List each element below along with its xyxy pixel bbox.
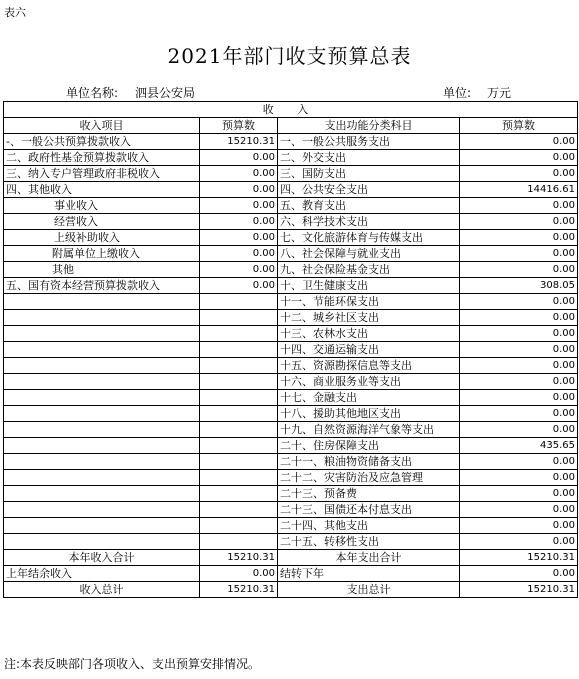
total-expense-label: 本年支出合计 — [278, 550, 460, 566]
income-item-cell: 其他 — [4, 262, 200, 278]
table-row — [4, 310, 578, 326]
table-row — [4, 470, 578, 486]
income-amount-cell — [200, 438, 278, 454]
org-label: 单位名称: — [66, 86, 119, 100]
income-item-cell: 五、国有资本经营预算拨款收入 — [4, 278, 200, 294]
income-item-cell — [4, 502, 200, 518]
income-amount-cell: 0.00 — [200, 230, 278, 246]
total-row — [4, 566, 578, 582]
table-row — [4, 518, 578, 534]
expense-amount-cell: 0.00 — [460, 470, 578, 486]
income-amount-cell — [200, 342, 278, 358]
table-row — [4, 502, 578, 518]
table-row — [4, 150, 578, 166]
total-income-label: 上年结余收入 — [4, 566, 200, 582]
expense-amount-cell: 0.00 — [460, 358, 578, 374]
table-row — [4, 278, 578, 294]
total-expense-amount: 0.00 — [460, 566, 578, 582]
table-row — [4, 342, 578, 358]
expense-amount-cell: 0.00 — [460, 390, 578, 406]
total-income-label: 收入总计 — [4, 582, 200, 598]
income-item-cell — [4, 422, 200, 438]
table-row — [4, 134, 578, 150]
income-item-cell — [4, 326, 200, 342]
expense-item-cell: 六、科学技术支出 — [278, 214, 460, 230]
expense-amount-cell: 0.00 — [460, 422, 578, 438]
table-row — [4, 262, 578, 278]
income-item-cell — [4, 470, 200, 486]
col-header-expense-amount: 预算数 — [460, 118, 578, 134]
expense-amount-cell: 0.00 — [460, 166, 578, 182]
total-expense-label: 支出总计 — [278, 582, 460, 598]
income-amount-cell: 0.00 — [200, 182, 278, 198]
total-expense-amount: 15210.31 — [460, 582, 578, 598]
total-expense-label: 结转下年 — [278, 566, 460, 582]
table-row — [4, 326, 578, 342]
income-item-cell — [4, 438, 200, 454]
income-item-cell — [4, 406, 200, 422]
expense-item-cell: 十五、资源勘探信息等支出 — [278, 358, 460, 374]
income-amount-cell — [200, 326, 278, 342]
income-amount-cell: 0.00 — [200, 214, 278, 230]
expense-item-cell: 九、社会保险基金支出 — [278, 262, 460, 278]
total-expense-amount: 15210.31 — [460, 550, 578, 566]
total-income-amount: 15210.31 — [200, 550, 278, 566]
expense-item-cell: 十二、城乡社区支出 — [278, 310, 460, 326]
expense-item-cell: 一、一般公共服务支出 — [278, 134, 460, 150]
expense-item-cell: 二十二、灾害防治及应急管理 — [278, 470, 460, 486]
expense-amount-cell: 0.00 — [460, 134, 578, 150]
table-row — [4, 534, 578, 550]
table-row — [4, 358, 578, 374]
page-title: 2021年部门收支预算总表 — [167, 44, 412, 68]
table-row — [4, 406, 578, 422]
income-amount-cell — [200, 502, 278, 518]
table-row — [4, 454, 578, 470]
expense-item-cell: 七、文化旅游体育与传媒支出 — [278, 230, 460, 246]
expense-item-cell: 二十三、国债还本付息支出 — [278, 502, 460, 518]
expense-item-cell: 十一、节能环保支出 — [278, 294, 460, 310]
total-income-amount: 15210.31 — [200, 582, 278, 598]
total-income-label: 本年收入合计 — [4, 550, 200, 566]
expense-amount-cell: 435.65 — [460, 438, 578, 454]
income-item-cell: 三、纳入专户管理政府非税收入 — [4, 166, 200, 182]
expense-amount-cell: 0.00 — [460, 406, 578, 422]
footnote: 注:本表反映部门各项收入、支出预算安排情况。 — [4, 657, 261, 671]
table-row — [4, 230, 578, 246]
expense-item-cell: 十六、商业服务业等支出 — [278, 374, 460, 390]
income-item-cell: 事业收入 — [4, 198, 200, 214]
total-row — [4, 550, 578, 566]
income-item-cell — [4, 374, 200, 390]
expense-amount-cell: 0.00 — [460, 230, 578, 246]
income-amount-cell — [200, 358, 278, 374]
total-income-amount: 0.00 — [200, 566, 278, 582]
expense-item-cell: 十三、农林水支出 — [278, 326, 460, 342]
table-row — [4, 294, 578, 310]
expense-item-cell: 十、卫生健康支出 — [278, 278, 460, 294]
income-amount-cell — [200, 422, 278, 438]
sheet-label: 表六 — [4, 6, 26, 19]
income-item-cell — [4, 310, 200, 326]
income-amount-cell — [200, 406, 278, 422]
expense-item-cell: 五、教育支出 — [278, 198, 460, 214]
expense-amount-cell: 308.05 — [460, 278, 578, 294]
org-value: 泗县公安局 — [135, 86, 196, 100]
unit-label: 单位: — [443, 86, 472, 100]
col-header-income-amount: 预算数 — [200, 118, 278, 134]
section-header-row — [4, 102, 578, 118]
expense-item-cell: 二十三、预备费 — [278, 486, 460, 502]
income-amount-cell: 15210.31 — [200, 134, 278, 150]
table-row — [4, 438, 578, 454]
table-row — [4, 246, 578, 262]
expense-amount-cell: 0.00 — [460, 150, 578, 166]
income-item-cell: 二、政府性基金预算拨款收入 — [4, 150, 200, 166]
expense-item-cell: 二十四、其他支出 — [278, 518, 460, 534]
col-header-income-item: 收入项目 — [4, 118, 200, 134]
income-amount-cell — [200, 534, 278, 550]
table-row — [4, 486, 578, 502]
income-amount-cell: 0.00 — [200, 198, 278, 214]
table-row — [4, 166, 578, 182]
income-item-cell: 四、其他收入 — [4, 182, 200, 198]
table-row — [4, 422, 578, 438]
table-row — [4, 390, 578, 406]
income-amount-cell: 0.00 — [200, 278, 278, 294]
income-item-cell — [4, 534, 200, 550]
expense-amount-cell: 0.00 — [460, 198, 578, 214]
unit-value: 万元 — [487, 86, 512, 100]
income-amount-cell — [200, 294, 278, 310]
col-header-expense-item: 支出功能分类科目 — [278, 118, 460, 134]
income-item-cell — [4, 486, 200, 502]
income-item-cell — [4, 342, 200, 358]
expense-amount-cell: 14416.61 — [460, 182, 578, 198]
expense-amount-cell: 0.00 — [460, 310, 578, 326]
expense-amount-cell: 0.00 — [460, 246, 578, 262]
table-row — [4, 182, 578, 198]
expense-amount-cell: 0.00 — [460, 294, 578, 310]
income-item-cell — [4, 294, 200, 310]
expense-item-cell: 二十五、转移性支出 — [278, 534, 460, 550]
expense-amount-cell: 0.00 — [460, 342, 578, 358]
income-item-cell — [4, 358, 200, 374]
expense-amount-cell: 0.00 — [460, 486, 578, 502]
income-amount-cell: 0.00 — [200, 166, 278, 182]
table-row — [4, 214, 578, 230]
expense-item-cell: 三、国防支出 — [278, 166, 460, 182]
expense-item-cell: 十四、交通运输支出 — [278, 342, 460, 358]
expense-amount-cell: 0.00 — [460, 326, 578, 342]
expense-item-cell: 十八、援助其他地区支出 — [278, 406, 460, 422]
income-amount-cell — [200, 454, 278, 470]
expense-amount-cell: 0.00 — [460, 518, 578, 534]
income-amount-cell: 0.00 — [200, 246, 278, 262]
table-row — [4, 374, 578, 390]
expense-amount-cell: 0.00 — [460, 502, 578, 518]
expense-item-cell: 十七、金融支出 — [278, 390, 460, 406]
expense-item-cell: 十九、自然资源海洋气象等支出 — [278, 422, 460, 438]
income-item-cell — [4, 518, 200, 534]
expense-item-cell: 二十一、粮油物资储备支出 — [278, 454, 460, 470]
expense-item-cell: 四、公共安全支出 — [278, 182, 460, 198]
table-row — [4, 198, 578, 214]
expense-amount-cell: 0.00 — [460, 262, 578, 278]
income-amount-cell — [200, 310, 278, 326]
expense-amount-cell: 0.00 — [460, 214, 578, 230]
income-amount-cell — [200, 470, 278, 486]
column-header-row — [4, 118, 578, 134]
expense-amount-cell: 0.00 — [460, 534, 578, 550]
expense-item-cell: 二、外交支出 — [278, 150, 460, 166]
income-item-cell: -、一般公共预算拨款收入 — [4, 134, 200, 150]
expense-item-cell: 二十、住房保障支出 — [278, 438, 460, 454]
income-amount-cell — [200, 390, 278, 406]
section-header: 收 入 — [4, 102, 578, 118]
budget-table — [3, 101, 578, 598]
income-amount-cell — [200, 518, 278, 534]
income-item-cell — [4, 390, 200, 406]
income-item-cell: 附属单位上缴收入 — [4, 246, 200, 262]
income-amount-cell — [200, 374, 278, 390]
income-item-cell: 经营收入 — [4, 214, 200, 230]
total-row — [4, 582, 578, 598]
income-amount-cell: 0.00 — [200, 150, 278, 166]
expense-item-cell: 八、社会保障与就业支出 — [278, 246, 460, 262]
income-item-cell — [4, 454, 200, 470]
income-amount-cell: 0.00 — [200, 262, 278, 278]
expense-amount-cell: 0.00 — [460, 374, 578, 390]
income-amount-cell — [200, 486, 278, 502]
income-item-cell: 上级补助收入 — [4, 230, 200, 246]
expense-amount-cell: 0.00 — [460, 454, 578, 470]
